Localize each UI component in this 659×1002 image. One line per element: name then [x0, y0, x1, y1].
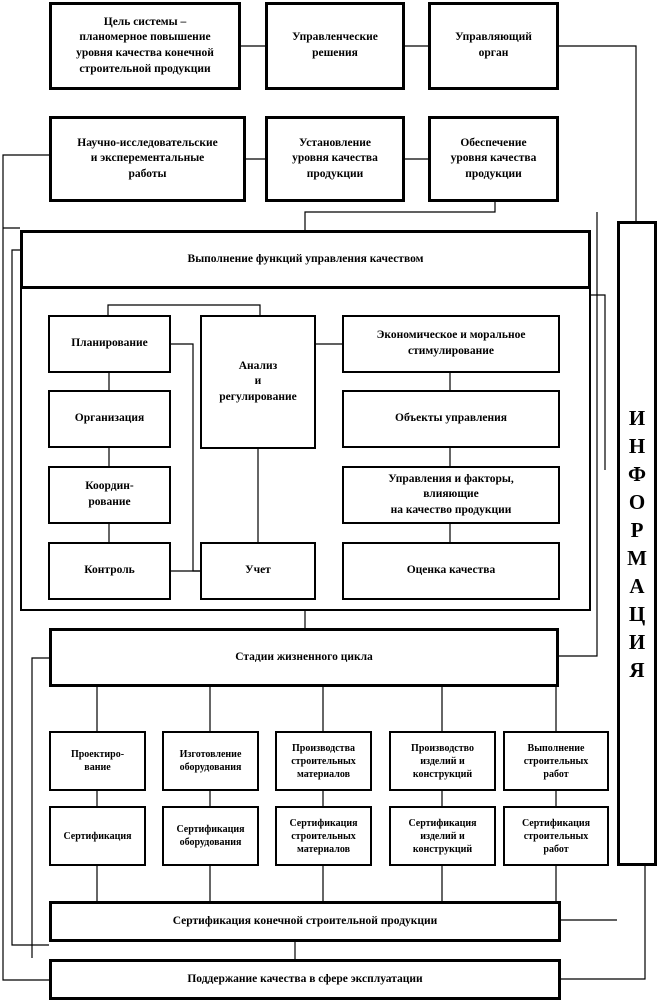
information-box — [617, 221, 657, 866]
connector-line — [561, 866, 645, 979]
final-certification-box: Сертификация конечной строительной продукции — [49, 901, 561, 942]
information-letter: Я — [629, 657, 645, 682]
governing-body-box: Управляющий орган — [428, 2, 559, 90]
information-letter: Р — [630, 517, 644, 542]
quality-level-ensuring-box: Обеспечение уровня качества продукции — [428, 116, 559, 202]
information-letter: И — [628, 405, 646, 430]
cert-construction-box: Сертификация строительных работ — [503, 806, 609, 866]
cert-materials-box: Сертификация строительных материалов — [275, 806, 372, 866]
functions-header-box: Выполнение функций управления качеством — [20, 230, 591, 289]
accounting-box: Учет — [200, 542, 316, 600]
stage-products-box: Производство изделий и конструкций — [389, 731, 496, 791]
cert-products-box: Сертификация изделий и конструкций — [389, 806, 496, 866]
information-letter: М — [627, 545, 647, 570]
research-works-box: Научно-исследовательские и эксперементальные работы — [49, 116, 246, 202]
stage-equipment-box: Изготовление оборудования — [162, 731, 259, 791]
connector-line — [591, 295, 605, 470]
analysis-regulation-box: Анализ и регулирование — [200, 315, 316, 449]
organization-box: Организация — [48, 390, 171, 448]
quality-assessment-box: Оценка качества — [342, 542, 560, 600]
cert-equipment-box: Сертификация оборудования — [162, 806, 259, 866]
stimulation-box: Экономическое и моральное стимулирование — [342, 315, 560, 373]
information-letter: Н — [628, 433, 646, 458]
management-objects-box: Объекты управления — [342, 390, 560, 448]
quality-level-establishing-box: Установление уровня качества продукции — [265, 116, 405, 202]
quality-factors-box: Управления и факторы, влияющие на качество продукции — [342, 466, 560, 524]
information-letter: Ц — [628, 601, 646, 626]
information-letter: О — [628, 489, 646, 514]
connector-line — [305, 202, 495, 230]
stage-materials-box: Производства строительных материалов — [275, 731, 372, 791]
information-letter: А — [629, 573, 645, 598]
stage-construction-box: Выполнение строительных работ — [503, 731, 609, 791]
connector-line — [559, 46, 636, 221]
lifecycle-stages-box: Стадии жизненного цикла — [49, 628, 559, 687]
maintenance-box: Поддержание качества в сфере эксплуатации — [49, 959, 561, 1000]
connector-line — [32, 658, 49, 958]
management-decisions-box: Управленческие решения — [265, 2, 405, 90]
cert-design-box: Сертификация — [49, 806, 146, 866]
control-box: Контроль — [48, 542, 171, 600]
information-letter: Ф — [627, 461, 647, 486]
planning-box: Планирование — [48, 315, 171, 373]
stage-design-box: Проектиро- вание — [49, 731, 146, 791]
coordination-box: Координ- рование — [48, 466, 171, 524]
system-goal-box: Цель системы – планомерное повышение уровня качества конечной строительной продукции — [49, 2, 241, 90]
information-letter: И — [628, 629, 646, 654]
